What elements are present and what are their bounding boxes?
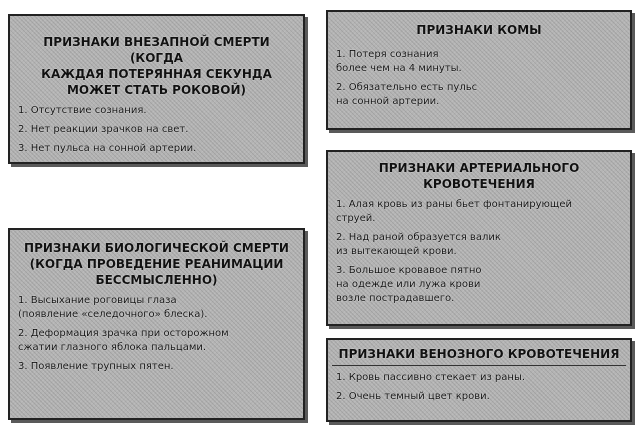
- panel-arterial-bleeding: [326, 150, 632, 326]
- item-list: [18, 294, 295, 374]
- item-list: [336, 371, 622, 404]
- list-item: 1. Кровь пассивно стекает из раны.: [336, 372, 526, 383]
- list-item: 3. Нет пульса на сонной артерии.: [18, 143, 197, 154]
- list-item: 2. Над раной образуется валик из вытекающей крови.: [336, 232, 501, 257]
- list-item: 3. Появление трупных пятен.: [18, 361, 174, 372]
- list-item: 2. Нет реакции зрачков на свет.: [18, 124, 189, 135]
- item-list: [336, 48, 622, 109]
- list-item: 1. Алая кровь из раны бьет фонтанирующей струей.: [336, 199, 572, 224]
- panel-biological-death: [8, 228, 305, 420]
- list-item: 1. Потеря сознания более чем на 4 минуты.: [336, 49, 462, 74]
- panel-venous-bleeding: [326, 338, 632, 422]
- list-item: 1. Отсутствие сознания.: [18, 105, 147, 116]
- divider: [332, 365, 626, 366]
- panel-title: ПРИЗНАКИ БИОЛОГИЧЕСКОЙ СМЕРТИ (КОГДА ПРОВЕДЕНИЕ РЕАНИМАЦИИ БЕССМЫСЛЕННО): [24, 241, 289, 287]
- panel-title: ПРИЗНАКИ ВНЕЗАПНОЙ СМЕРТИ (КОГДА КАЖДАЯ ПОТЕРЯННАЯ СЕКУНДА МОЖЕТ СТАТЬ РОКОВОЙ): [41, 35, 272, 97]
- list-item: 1. Высыхание роговицы глаза (появление «селедочного» блеска).: [18, 295, 208, 320]
- item-list: [336, 198, 622, 306]
- item-list: [18, 104, 295, 156]
- list-item: 2. Обязательно есть пульс на сонной артерии.: [336, 82, 478, 107]
- panel-title: ПРИЗНАКИ КОМЫ: [416, 23, 542, 37]
- list-item: 3. Большое кровавое пятно на одежде или лужа крови возле пострадавшего.: [336, 265, 482, 304]
- panel-sudden-death: [8, 14, 305, 164]
- panel-title: ПРИЗНАКИ АРТЕРИАЛЬНОГО КРОВОТЕЧЕНИЯ: [378, 161, 580, 191]
- panel-coma: [326, 10, 632, 130]
- list-item: 2. Деформация зрачка при осторожном сжатии глазного яблока пальцами.: [18, 328, 229, 353]
- panel-title: ПРИЗНАКИ ВЕНОЗНОГО КРОВОТЕЧЕНИЯ: [338, 347, 620, 361]
- list-item: 2. Очень темный цвет крови.: [336, 391, 490, 402]
